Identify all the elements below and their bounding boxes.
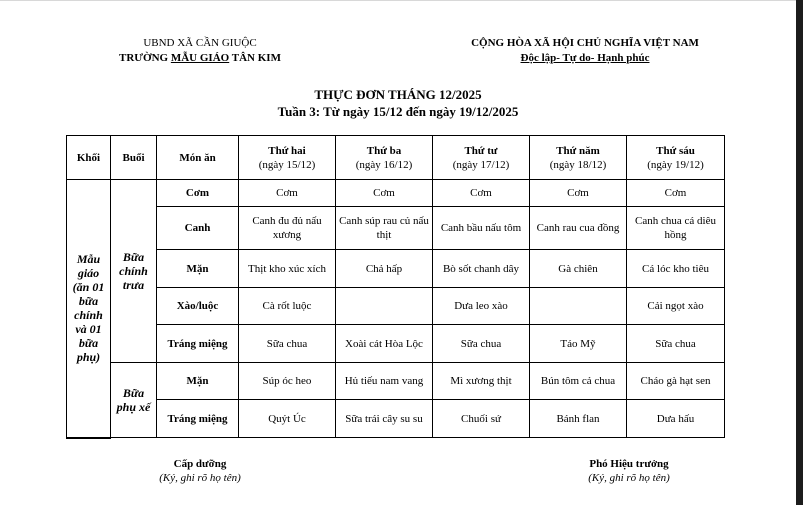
menu-cell: Cơm — [336, 180, 433, 207]
menu-cell — [336, 288, 433, 325]
header-day-wed: Thứ tư (ngày 17/12) — [433, 136, 530, 180]
menu-cell: Quýt Úc — [239, 400, 336, 438]
menu-cell: Thịt kho xúc xích — [239, 250, 336, 288]
dish-label: Mặn — [157, 250, 239, 288]
table-header-row — [67, 136, 725, 180]
header-day-tue: Thứ ba (ngày 16/12) — [336, 136, 433, 180]
khoi-cell: Mẫu giáo (ăn 01 bữa chính và 01 bữa phụ) — [67, 180, 111, 438]
table-row — [67, 250, 725, 288]
signature-note: (Ký, ghi rõ họ tên) — [588, 472, 670, 484]
header-khoi: Khối — [67, 136, 111, 180]
menu-cell: Bánh flan — [530, 400, 627, 438]
menu-cell: Cơm — [433, 180, 530, 207]
menu-cell: Cơm — [239, 180, 336, 207]
buoi-snack-cell: Bữa phụ xế — [111, 363, 157, 438]
signature-note: (Ký, ghi rõ họ tên) — [159, 472, 241, 484]
table-row — [67, 207, 725, 250]
header-mon-an: Món ăn — [157, 136, 239, 180]
menu-cell: Táo Mỹ — [530, 325, 627, 363]
menu-cell: Chả hấp — [336, 250, 433, 288]
page-top-edge — [0, 0, 796, 1]
header-day-fri: Thứ sáu (ngày 19/12) — [627, 136, 725, 180]
dish-label: Tráng miệng — [157, 400, 239, 438]
menu-cell: Cá lóc kho tiêu — [627, 250, 725, 288]
menu-cell — [530, 288, 627, 325]
menu-cell: Cà rốt luộc — [239, 288, 336, 325]
dish-label: Canh — [157, 207, 239, 250]
menu-cell: Canh đu đủ nấu xương — [239, 207, 336, 250]
menu-cell: Cơm — [530, 180, 627, 207]
signature-role: Phó Hiệu trưởng — [589, 458, 669, 470]
menu-cell: Sữa chua — [433, 325, 530, 363]
menu-cell: Sữa trái cây su su — [336, 400, 433, 438]
menu-cell: Gà chiên — [530, 250, 627, 288]
menu-cell: Dưa leo xào — [433, 288, 530, 325]
window-edge-bar — [796, 0, 803, 505]
menu-cell: Cháo gà hạt sen — [627, 363, 725, 400]
menu-cell: Bò sốt chanh dây — [433, 250, 530, 288]
dish-label: Cơm — [157, 180, 239, 207]
menu-cell: Dưa hấu — [627, 400, 725, 438]
menu-cell: Canh rau cua đồng — [530, 207, 627, 250]
signature-vice-principal — [549, 457, 709, 485]
menu-cell: Canh súp rau củ nấu thịt — [336, 207, 433, 250]
menu-cell: Xoài cát Hòa Lộc — [336, 325, 433, 363]
buoi-main-cell: Bữa chính trưa — [111, 180, 157, 363]
signature-role: Cấp dưỡng — [173, 458, 227, 470]
signature-cook — [120, 457, 280, 485]
dish-label: Xào/luộc — [157, 288, 239, 325]
menu-cell: Bún tôm cả chua — [530, 363, 627, 400]
menu-cell: Canh bầu nấu tôm — [433, 207, 530, 250]
header-day-mon: Thứ hai (ngày 15/12) — [239, 136, 336, 180]
menu-cell: Cơm — [627, 180, 725, 207]
menu-title: THỰC ĐƠN THÁNG 12/2025 — [314, 87, 482, 102]
menu-cell: Cải ngọt xào — [627, 288, 725, 325]
table-row — [67, 180, 725, 207]
national-header — [440, 36, 730, 66]
table-row — [67, 363, 725, 400]
table-row — [67, 325, 725, 363]
menu-table — [66, 135, 725, 439]
menu-cell: Sữa chua — [239, 325, 336, 363]
motto: Độc lập- Tự do- Hạnh phúc — [520, 52, 650, 64]
menu-cell: Chuối sứ — [433, 400, 530, 438]
header-buoi: Buổi — [111, 136, 157, 180]
country-name: CỘNG HÒA XÃ HỘI CHỦ NGHĨA VIỆT NAM — [471, 37, 699, 49]
table-row — [67, 288, 725, 325]
school-header — [100, 36, 300, 66]
menu-cell: Súp óc heo — [239, 363, 336, 400]
table-row — [67, 400, 725, 438]
district-name: UBND XÃ CẦN GIUỘC — [143, 37, 257, 49]
menu-cell: Canh chua cá diêu hồng — [627, 207, 725, 250]
header-day-thu: Thứ năm (ngày 18/12) — [530, 136, 627, 180]
menu-cell: Hủ tiếu nam vang — [336, 363, 433, 400]
week-subtitle: Tuần 3: Từ ngày 15/12 đến ngày 19/12/2025 — [277, 104, 519, 119]
menu-cell: Sữa chua — [627, 325, 725, 363]
menu-cell: Mì xương thịt — [433, 363, 530, 400]
dish-label: Tráng miệng — [157, 325, 239, 363]
dish-label: Mặn — [157, 363, 239, 400]
school-name: TRƯỜNG MẪU GIÁO TÂN KIM — [119, 52, 281, 64]
